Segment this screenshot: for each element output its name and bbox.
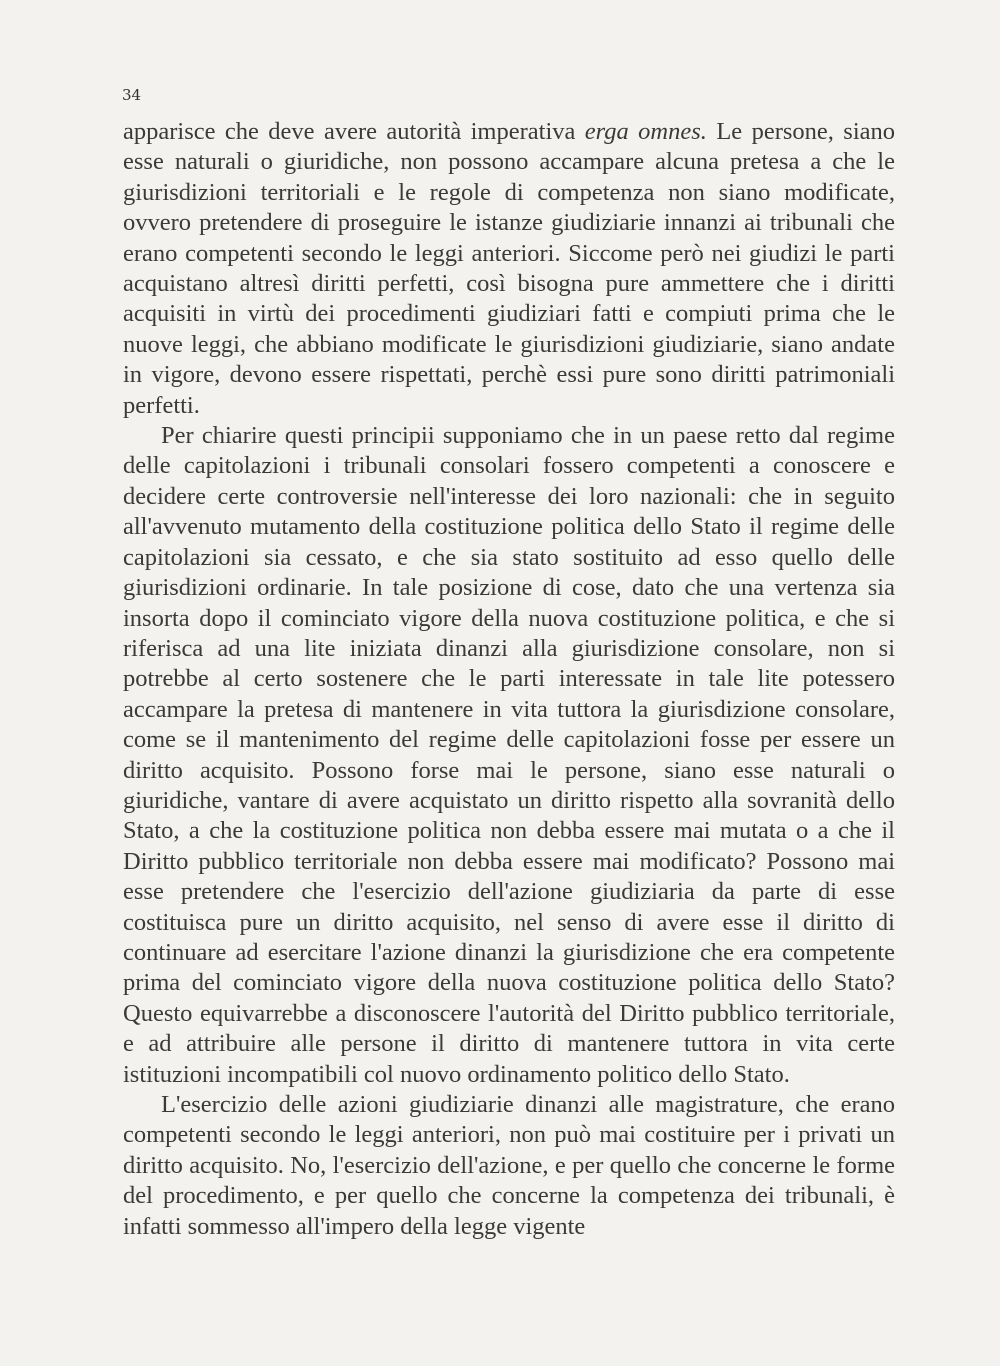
paragraph-1-text-b: Le persone, siano esse naturali o giuridiche, non possono accampare alcuna pretesa a che le giurisdizioni territoriali e le regole di competenza non siano modificate, ovvero pretendere di proseguire le istanze giudiziarie innanzi ai tribunali che erano competenti secondo le leggi anteriori. Siccome però nei giudizi le parti acquistano altresì diritti perfetti, così bisogna pure ammettere che i diritti acquisiti in virtù dei procedimenti giudiziari fatti e compiuti prima che le nuove leggi, che abbiano modificate le giurisdizioni giudiziarie, siano andate in vigore, devono essere rispettati, perchè essi pure sono diritti patrimoniali perfetti. bbox=[123, 118, 895, 419]
paragraph-1-italic-phrase: erga omnes. bbox=[584, 118, 707, 145]
paragraph-1-text-a: apparisce che deve avere autorità imperativa bbox=[123, 118, 585, 145]
paragraph-2: Per chiarire questi principii supponiamo che in un paese retto dal regime delle capitolazioni i tribunali consolari fossero competenti a conoscere e decidere certe controversie nell'interesse dei loro nazionali: che in seguito all'avvenuto mutamento della costituzione politica dello Stato il regime delle capitolazioni sia cessato, e che sia stato sostituito ad esso quello delle giurisdizioni ordinarie. In tale posizione di cose, dato che una vertenza sia insorta dopo il cominciato vigore della nuova costituzione politica, e che si riferisca ad una lite iniziata dinanzi alla giurisdizione consolare, non si potrebbe al certo sostenere che le parti interessate in tale lite potessero accampare la pretesa di mantenere in vita tuttora la giurisdizione consolare, come se il mantenimento del regime delle capitolazioni fosse per essere un diritto acquisito. Possono forse mai le persone, siano esse naturali o giuridiche, vantare di avere acquistato un diritto rispetto alla sovranità dello Stato, a che la costituzione politica non debba essere mai mutata o a che il Diritto pubblico territoriale non debba essere mai modificato? Possono mai esse pretendere che l'esercizio dell'azione giudiziaria da parte di esse costituisca pure un diritto acquisito, nel senso di avere esse il diritto di continuare ad esercitare l'azione dinanzi la giurisdizione che era competente prima del cominciato vigore della nuova costituzione politica dello Stato? Questo equivarrebbe a disconoscere l'autorità del Diritto pubblico territoriale, e ad attribuire alle persone il diritto di mantenere tuttora in vita certe istituzioni incompatibili col nuovo ordinamento politico dello Stato. bbox=[123, 422, 895, 1088]
body-text bbox=[123, 117, 895, 1242]
page-number: 34 bbox=[122, 86, 142, 104]
paragraph-1 bbox=[123, 117, 895, 421]
paragraph-3: L'esercizio delle azioni giudiziarie dinanzi alle magistrature, che erano competenti secondo le leggi anteriori, non può mai costituire per i privati un diritto acquisito. No, l'esercizio dell'azione, e per quello che concerne le forme del procedimento, e per quello che concerne la competenza dei tribunali, è infatti sommesso all'impero della legge vigente bbox=[123, 1091, 895, 1240]
